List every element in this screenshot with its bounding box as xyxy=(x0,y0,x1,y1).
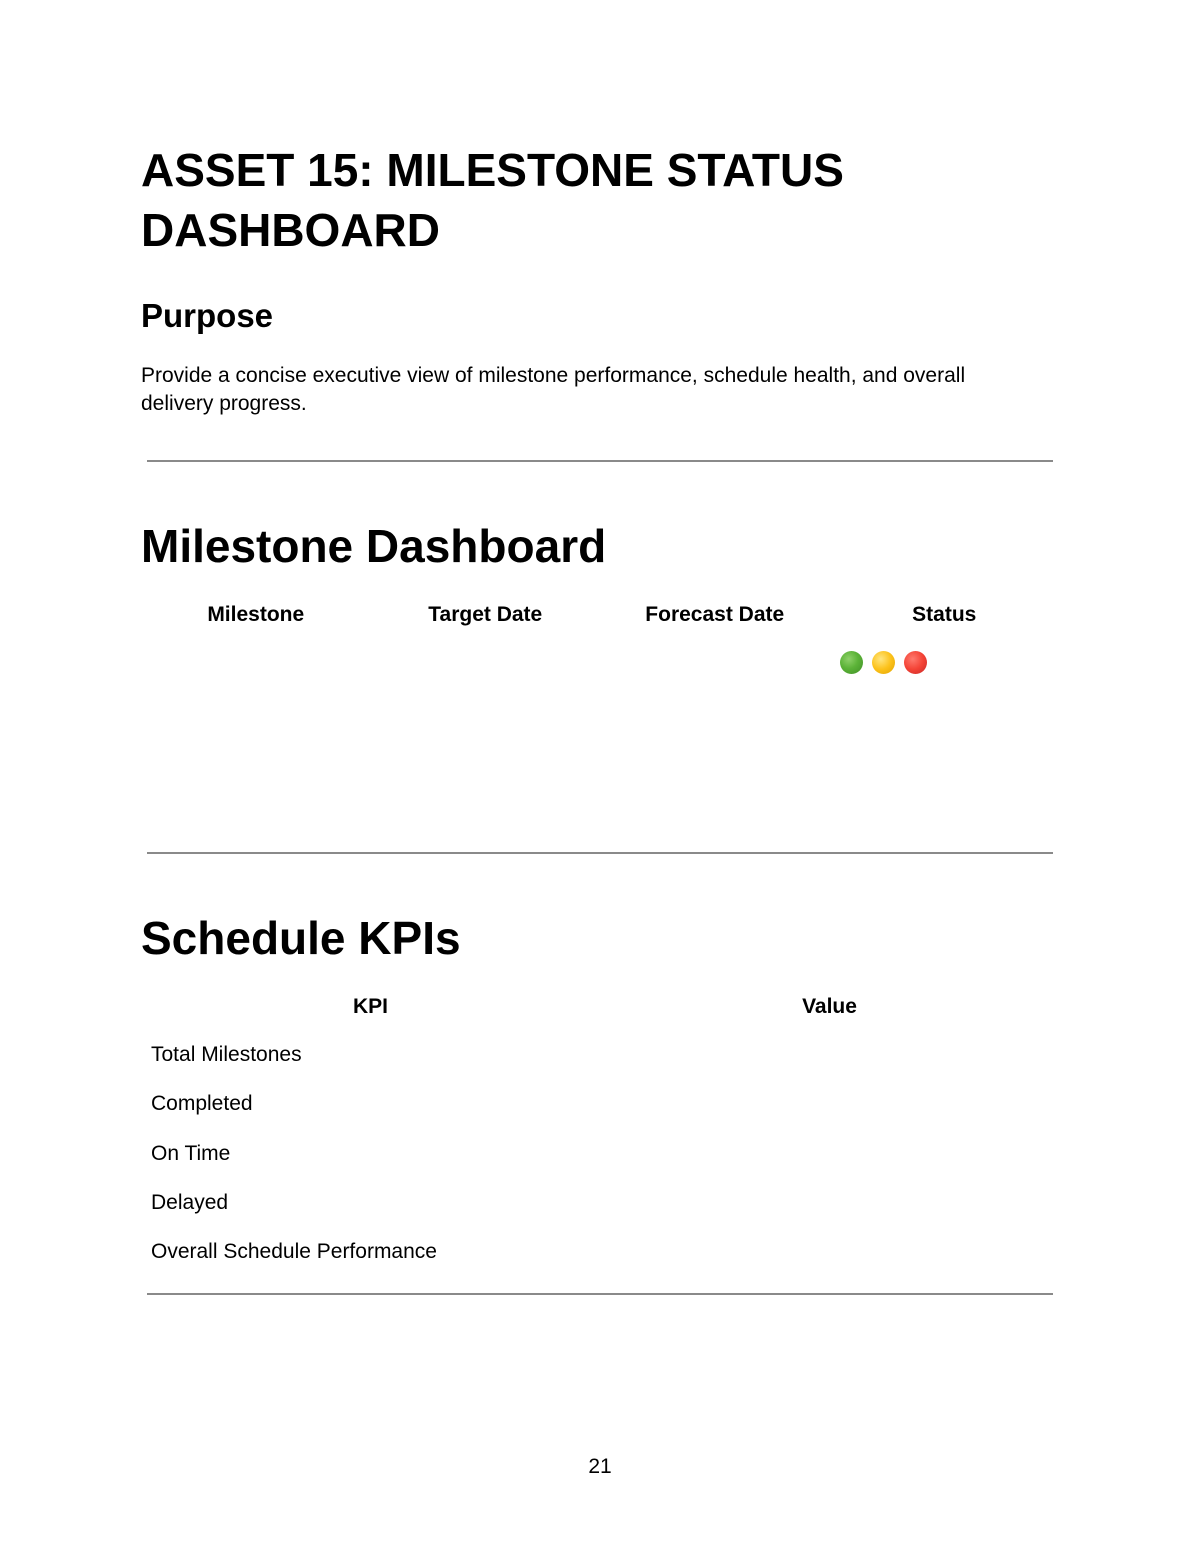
yellow-circle-icon xyxy=(872,651,895,674)
kpi-row-completed: Completed xyxy=(151,1092,253,1116)
red-circle-icon xyxy=(904,651,927,674)
purpose-heading: Purpose xyxy=(141,297,274,334)
green-circle-icon xyxy=(840,651,863,674)
schedule-kpis-heading: Schedule KPIs xyxy=(141,912,461,964)
kpi-row-on-time: On Time xyxy=(151,1141,231,1165)
divider xyxy=(147,460,1053,462)
kpi-row-delayed: Delayed xyxy=(151,1190,229,1214)
milestone-dashboard-heading: Milestone Dashboard xyxy=(141,520,607,572)
kpi-row-overall-schedule-performance: Overall Schedule Performance xyxy=(151,1240,437,1264)
column-header-forecast-date: Forecast Date xyxy=(645,603,785,626)
column-header-kpi: KPI xyxy=(352,995,388,1018)
status-legend xyxy=(840,651,927,674)
milestone-table-header xyxy=(141,601,1059,629)
document-title: ASSET 15: MILESTONE STATUS DASHBOARD xyxy=(141,144,844,256)
divider xyxy=(147,852,1053,854)
kpi-list xyxy=(151,1041,437,1287)
column-header-status: Status xyxy=(912,603,977,626)
page-number: 21 xyxy=(588,1455,612,1478)
divider xyxy=(147,1293,1053,1295)
kpi-row-total-milestones: Total Milestones xyxy=(151,1043,302,1066)
column-header-value: Value xyxy=(802,995,857,1018)
column-header-milestone: Milestone xyxy=(207,603,305,626)
column-header-target-date: Target Date xyxy=(428,603,543,626)
kpi-table-header xyxy=(141,993,1059,1021)
purpose-text: Provide a concise executive view of milestone performance, schedule health, and overall delivery progress. xyxy=(141,364,966,415)
